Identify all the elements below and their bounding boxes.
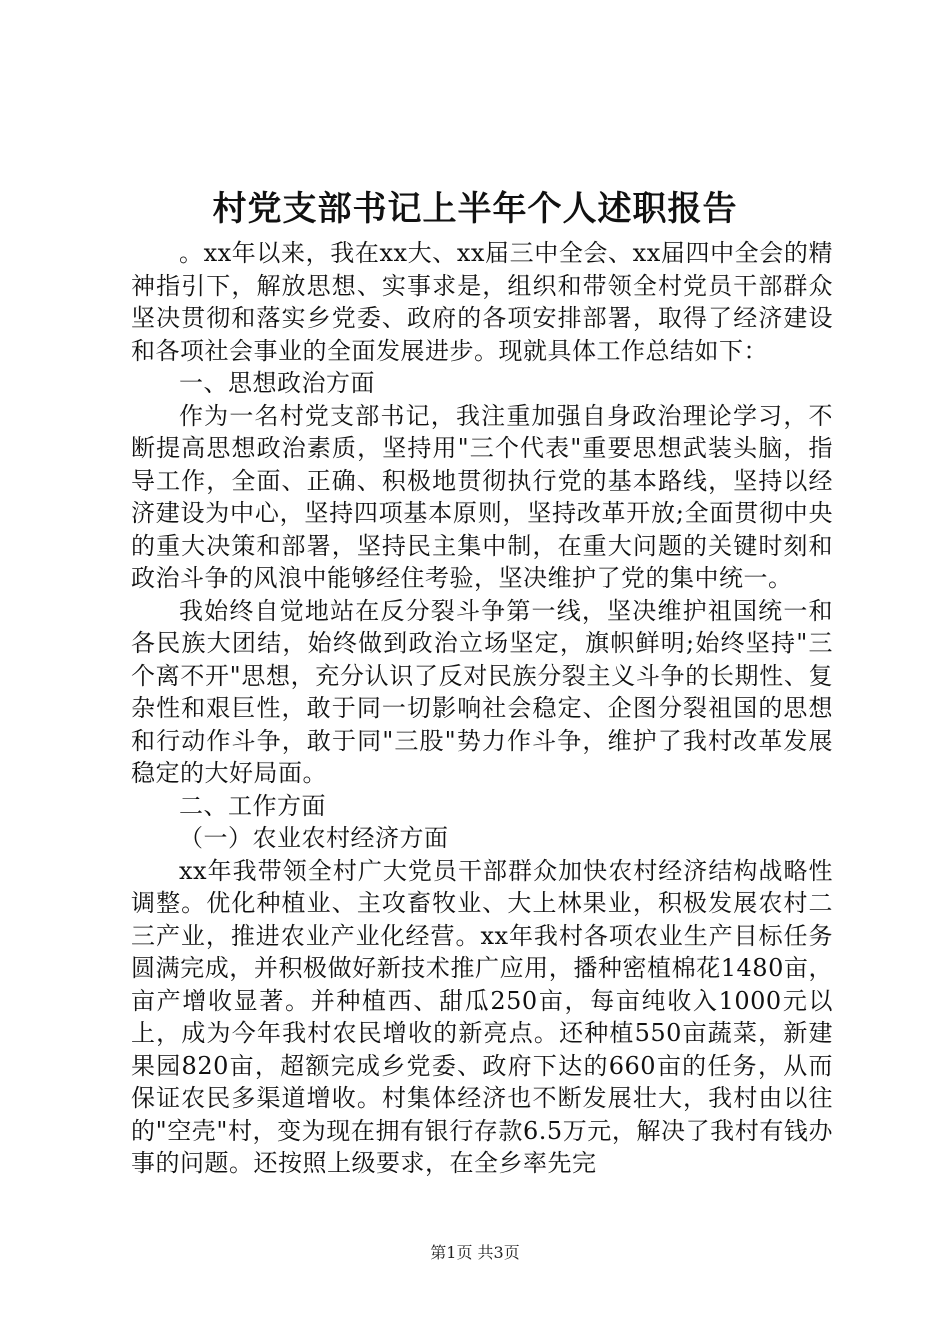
paragraph-agriculture: xx年我带领全村广大党员干部群众加快农村经济结构战略性调整。优化种植业、主攻畜牧业、大上林果业，积极发展农村二三产业，推进农业产业化经营。xx年我村各项农业生产目标任务圆满完成，并积极做好新技术推广应用，播种密植棉花1480亩，亩产增收显著。并种植西、甜瓜250亩，每亩纯收入1000元以上，成为今年我村农民增收的新亮点。还种植550亩蔬菜，新建果园820亩，超额完成乡党委、政府下达的660亩的任务，从而保证农民多渠道增收。村集体经济也不断发展壮大，我村由以往的"空壳"村，变为现在拥有银行存款6.5万元，解决了我村有钱办事的问题。还按照上级要求，在全乡率先完: [131, 856, 833, 1177]
document-body: [131, 237, 833, 1180]
document-title: 村党支部书记上半年个人述职报告: [212, 189, 738, 229]
section-heading-work: 二、工作方面: [179, 791, 326, 820]
paragraph-ideology-2: 我始终自觉地站在反分裂斗争第一线，坚决维护祖国统一和各民族大团结，始终做到政治立场坚定，旗帜鲜明;始终坚持"三个离不开"思想，充分认识了反对民族分裂主义斗争的长期性、复杂性和艰巨性，敢于同一切影响社会稳定、企图分裂祖国的思想和行动作斗争，敢于同"三股"势力作斗争，维护了我村改革发展稳定的大好局面。: [131, 596, 833, 787]
subsection-heading-agriculture: （一）农业农村经济方面: [179, 824, 449, 852]
section-heading-ideology: 一、思想政治方面: [179, 369, 375, 397]
page-footer: 第1页 共3页: [430, 1243, 520, 1262]
paragraph-intro: 。xx年以来，我在xx大、xx届三中全会、xx届四中全会的精神指引下，解放思想、实事求是，组织和带领全村党员干部群众坚决贯彻和落实乡党委、政府的各项安排部署，取得了经济建设和各项社会事业的全面发展进步。现就具体工作总结如下：: [131, 239, 833, 365]
paragraph-ideology-1: 作为一名村党支部书记，我注重加强自身政治理论学习，不断提高思想政治素质，坚持用"三个代表"重要思想武装头脑，指导工作，全面、正确、积极地贯彻执行党的基本路线，坚持以经济建设为中心，坚持四项基本原则，坚持改革开放;全面贯彻中央的重大决策和部署，坚持民主集中制，在重大问题的关键时刻和政治斗争的风浪中能够经住考验，坚决维护了党的集中统一。: [131, 401, 833, 592]
